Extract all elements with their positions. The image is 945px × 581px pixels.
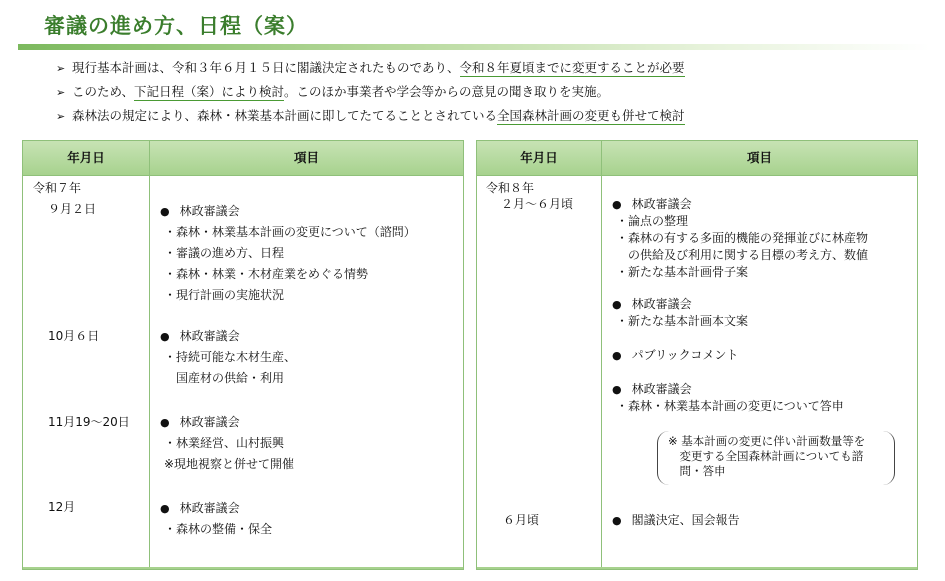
bullet-text-after: 。このほか事業者や学会等からの意見の聞き取りを実施。 — [284, 84, 610, 99]
row-date: ９月２日 — [48, 202, 97, 216]
row-line: ・森林・林業・木材産業をめぐる情勢 — [164, 267, 369, 281]
row-line: ・森林・林業基本計画の変更について（諮問） — [164, 225, 416, 239]
table-bottom-rule — [477, 567, 917, 569]
schedule-table-r7 — [22, 140, 464, 570]
year-label: 令和７年 — [33, 181, 82, 195]
bullet-item — [56, 82, 685, 106]
year-label: 令和８年 — [486, 181, 535, 195]
final-date: ６月頃 — [503, 513, 540, 527]
meeting-title: ● 林政審議会 — [160, 500, 272, 517]
header-date: 年月日 — [23, 141, 149, 176]
row-line: ※現地視察と併せて開催 — [164, 457, 295, 471]
row-line: の供給及び利用に関する目標の考え方、数値 — [616, 248, 869, 262]
public-comment-title: ● パブリックコメント — [612, 347, 738, 364]
bullet-underlined-text: 令和８年夏頃までに変更することが必要 — [459, 60, 685, 75]
bullet-item — [56, 106, 685, 130]
meeting-title: ● 林政審議会 — [612, 381, 844, 398]
meeting-title: ● 林政審議会 — [160, 328, 296, 345]
row-line: ・林業経営、山村振興 — [164, 436, 285, 450]
bullet-item — [56, 58, 685, 82]
header-item: 項目 — [150, 141, 463, 176]
page-title: 審議の進め方、日程（案） — [44, 14, 308, 38]
column-divider — [149, 141, 150, 569]
note-box — [657, 431, 895, 485]
meeting-title: ● 林政審議会 — [612, 296, 748, 313]
row-line: 国産材の供給・利用 — [164, 371, 285, 385]
column-divider — [601, 141, 602, 569]
row-line: ・森林・林業基本計画の変更について答申 — [616, 399, 844, 413]
row-line: ・持続可能な木材生産、 — [164, 350, 297, 364]
final-entry — [612, 512, 740, 529]
bullet-underlined-text: 全国森林計画の変更も併せて検討 — [497, 108, 685, 123]
schedule-entry — [612, 196, 868, 281]
schedule-entry — [612, 296, 748, 330]
note-line: 問・答申 — [668, 464, 726, 478]
schedule-table-r8 — [476, 140, 918, 570]
row-line: ・森林の有する多面的機能の発揮並びに林産物 — [616, 231, 869, 245]
final-item-title: ● 閣議決定、国会報告 — [612, 512, 740, 529]
row-date: 10月６日 — [48, 329, 100, 343]
header-item: 項目 — [602, 141, 917, 176]
row-line: ・新たな基本計画骨子案 — [616, 265, 749, 279]
intro-bullets — [56, 58, 685, 130]
row-line: ・森林の整備・保全 — [164, 522, 273, 536]
meeting-title: ● 林政審議会 — [160, 414, 294, 431]
schedule-entry — [612, 347, 738, 364]
period-label: ２月～６月頃 — [501, 197, 574, 211]
arrow-icon: ➢ — [56, 110, 66, 123]
meeting-title: ● 林政審議会 — [160, 203, 416, 220]
table-row-entry — [160, 500, 272, 538]
row-date: 12月 — [48, 500, 76, 514]
row-line: ・審議の進め方、日程 — [164, 246, 285, 260]
row-line: ・新たな基本計画本文案 — [616, 314, 749, 328]
table-row-entry — [160, 203, 416, 304]
bullet-underlined-text: 下記日程（案）により検討 — [134, 84, 285, 99]
bullet-text: このため、 — [72, 84, 135, 99]
arrow-icon: ➢ — [56, 62, 66, 75]
title-underline — [18, 44, 930, 50]
row-line: ・論点の整理 — [616, 214, 689, 228]
note-line: ※ 基本計画の変更に伴い計画数量等を — [668, 434, 866, 448]
schedule-entry — [612, 381, 844, 415]
meeting-title: ● 林政審議会 — [612, 196, 868, 213]
note-line: 変更する全国森林計画についても諮 — [668, 449, 864, 463]
row-date: 11月19～20日 — [48, 415, 130, 429]
table-row-entry — [160, 414, 294, 473]
arrow-icon: ➢ — [56, 86, 66, 99]
table-bottom-rule — [23, 567, 463, 569]
bullet-text: 現行基本計画は、令和３年６月１５日に閣議決定されたものであり、 — [72, 60, 460, 75]
header-date: 年月日 — [477, 141, 601, 176]
table-row-entry — [160, 328, 296, 387]
row-line: ・現行計画の実施状況 — [164, 288, 285, 302]
bullet-text: 森林法の規定により、森林・林業基本計画に即してたてることとされている — [72, 108, 498, 123]
